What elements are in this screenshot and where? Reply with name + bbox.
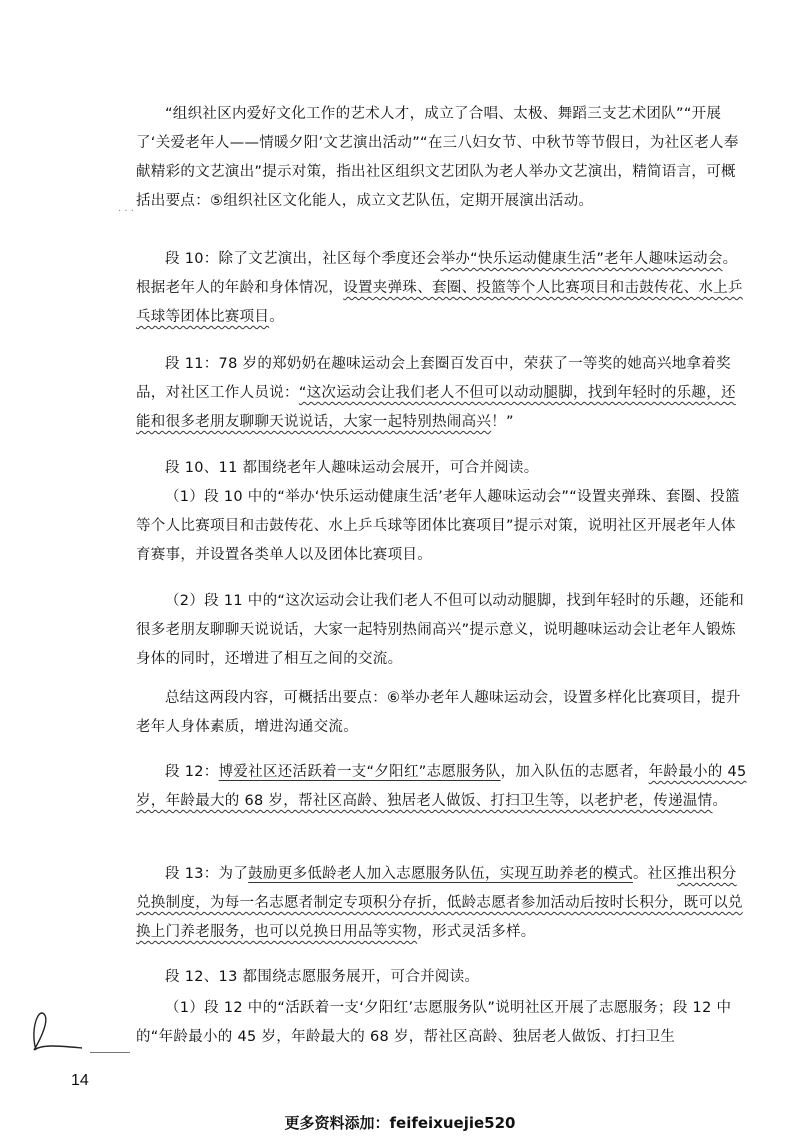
handwritten-mark-icon [20,1000,110,1060]
scan-speck: · · · [118,206,134,217]
paragraph-10-11-intro: 段 10、11 都围绕老年人趣味运动会展开，可合并阅读。 [165,460,539,476]
para12-text-end: 。 [712,793,728,809]
para11-underline: “这次运动会让我们老人不但可以动动腿脚，找到年轻时的乐趣，还能和很多老朋友聊聊天说说话，大家一起特别热闹高兴 [136,385,736,430]
para10-text-end: 。 [269,309,285,325]
paragraph-summary-5: “组织社区内爱好文化工作的艺术人才，成立了合唱、太极、舞蹈三支艺术团队”“开展了‘关爱老年人——情暖夕阳’文艺演出活动”“在三八妇女节、中秋节等节假日，为社区老人奉献精彩的文艺演出”提示对策，指出社区组织文艺团队为老人举办文艺演出，精简语言，可概括出要点：⑤组织社区文化能人，成立文艺队伍，定期开展演出活动。 [136,106,739,209]
para10-underline-2: 设置夹弹珠、套圈、投篮等个人比赛项目和击鼓传花、水上乒乓球等团体比赛项目 [136,280,743,325]
para12-underline-1: 博爱社区还活跃着一支“夕阳红”志愿服务队 [218,764,501,780]
paragraph-10-11-point-1: （1）段 10 中的“举办‘快乐运动健康生活’老年人趣味运动会”“设置夹弹珠、套圈、投篮等个人比赛项目和击鼓传花、水上乒乓球等团体比赛项目”提示对策，说明社区开展老年人体育赛事，并设置各类单人以及团体比赛项目。 [136,489,740,563]
para10-text-mid: 。根据老年人的年龄和身体情况， [136,251,738,296]
page-number: 14 [71,1072,89,1089]
para13-underline-2: 推出积分兑换制度，为每一名志愿者制定专项积分存折，低龄志愿者参加活动后按时长积分，既可以兑换上门养老服务，也可以兑换日用品等实物 [136,866,743,940]
paragraph-12 [136,758,748,816]
para12-text: 段 12： [165,764,219,780]
para12-text-mid: ，加入队伍的志愿者， [500,764,649,780]
para13-text: 段 13：为了 [165,866,249,882]
margin-rule [90,1052,130,1053]
para13-text-end: ，形式灵活多样。 [417,924,536,940]
para12-underline-2: 年龄最小的 45 岁，年龄最大的 68 岁，帮社区高龄、独居老人做饭、打扫卫生等，以老护老，传递温情 [136,764,747,809]
paragraph-13 [136,860,748,947]
para13-underline-1: 鼓励更多低龄老人加入志愿服务队伍，实现互助养老的模式 [248,866,633,882]
paragraph-10 [136,245,748,332]
paragraph-summary-6: 总结这两段内容，可概括出要点：⑥举办老年人趣味运动会，设置多样化比赛项目，提升老年人身体素质，增进沟通交流。 [136,690,741,735]
para13-text-mid: 。社区 [632,866,678,882]
paragraph-10-11-point-2: （2）段 11 中的“这次运动会让我们老人不但可以动动腿脚，找到年轻时的乐趣，还能和很多老朋友聊聊天说说话，大家一起特别热闹高兴”提示意义，说明趣味运动会让老年人锻炼身体的同时，还增进了相互之间的交流。 [136,593,745,667]
para10-underline-1: 举办“快乐运动健康生活”老年人趣味运动会 [440,251,723,267]
para11-text-end: ！” [491,414,514,430]
para10-text: 段 10：除了文艺演出，社区每个季度还会 [165,251,441,267]
paragraph-12-13-intro: 段 12、13 都围绕志愿服务展开，可合并阅读。 [165,969,480,985]
footer-contact: 更多资料添加：feifeixuejie520 [284,1114,516,1132]
para11-text: 段 11：78 岁的郑奶奶在趣味运动会上套圈百发百中，荣获了一等奖的她高兴地拿着奖品，对社区工作人员说： [136,356,731,401]
paragraph-11 [136,350,748,437]
paragraph-12-13-point-1: （1）段 12 中的“活跃着一支‘夕阳红’志愿服务队”说明社区开展了志愿服务；段 12 中的“年龄最小的 45 岁，年龄最大的 68 岁，帮社区高龄、独居老人做饭、打扫卫生 [136,1000,732,1045]
